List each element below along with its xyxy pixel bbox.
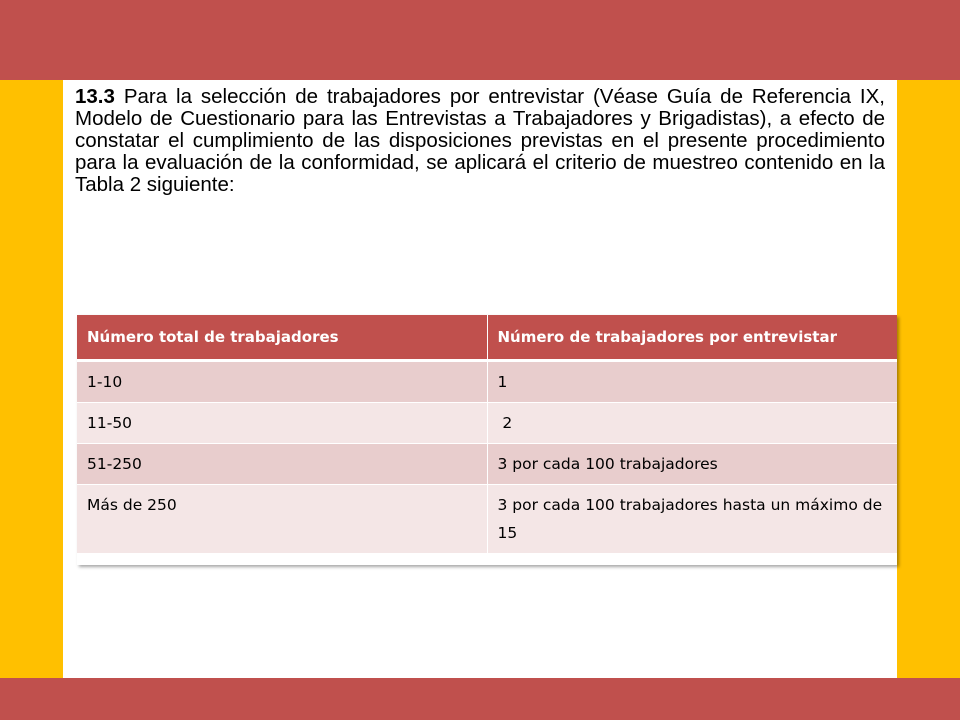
cell-total-workers: 1-10 [77, 361, 487, 403]
cell-total-workers: 11-50 [77, 403, 487, 444]
cell-workers-to-interview: 2 [487, 403, 897, 444]
table-row [77, 403, 897, 444]
cell-workers-to-interview: 3 por cada 100 trabajadores hasta un máximo de 15 [487, 485, 897, 554]
left-side-bar [0, 80, 63, 678]
table-row [77, 444, 897, 485]
header-workers-to-interview: Número de trabajadores por entrevistar [487, 315, 897, 361]
table-header-row [77, 315, 897, 361]
sampling-table [77, 315, 897, 553]
header-total-workers: Número total de trabajadores [77, 315, 487, 361]
table-row [77, 485, 897, 554]
cell-total-workers: 51-250 [77, 444, 487, 485]
cell-workers-to-interview: 1 [487, 361, 897, 403]
cell-total-workers: Más de 250 [77, 485, 487, 554]
cell-workers-to-interview: 3 por cada 100 trabajadores [487, 444, 897, 485]
slide-content [63, 80, 897, 678]
section-number: 13.3 [75, 85, 115, 108]
paragraph-text: Para la selección de trabajadores por entrevistar (Véase Guía de Referencia IX, Modelo de Cuestionario para las Entrevistas a Trabajadores y Brigadistas), a efecto de constatar el cumplimiento de las disposiciones previstas en el presente procedimiento para la evaluación de la conformidad, se aplicará el criterio de muestreo contenido en la Tabla 2 siguiente: [75, 85, 885, 196]
top-band [0, 0, 960, 80]
procedure-paragraph [75, 86, 885, 196]
right-side-bar [897, 80, 960, 678]
bottom-band [0, 678, 960, 720]
table-row [77, 361, 897, 403]
